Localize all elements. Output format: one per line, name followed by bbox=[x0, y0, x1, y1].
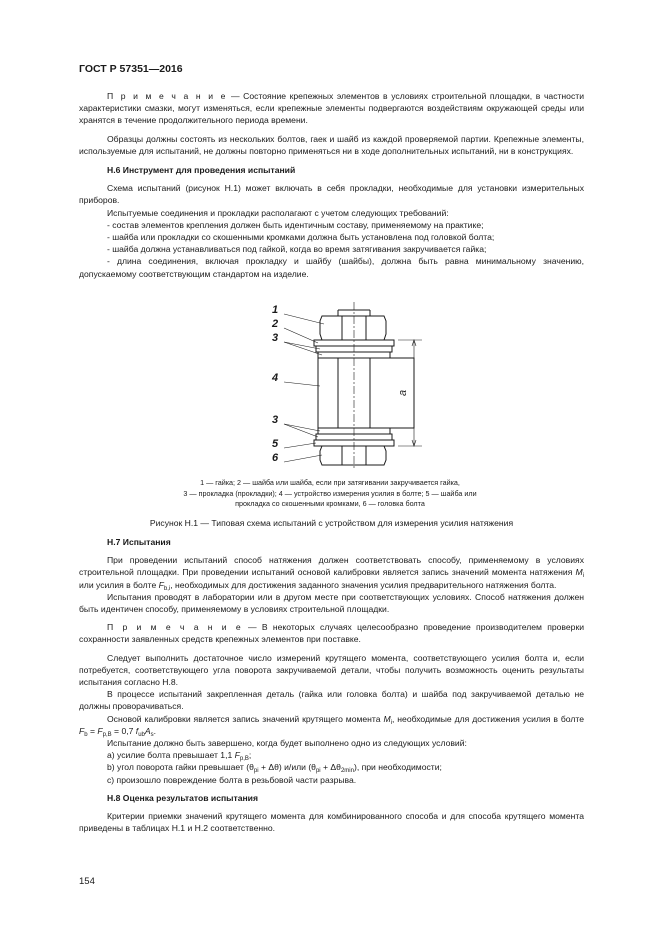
figure-label-4: 4 bbox=[272, 372, 279, 384]
h7-paragraph-4: В процессе испытаний закрепленная деталь (гайка или головка болта) и шайба под закручиваемой деталью не должны проворачиваться. bbox=[79, 689, 584, 712]
note-1 bbox=[79, 90, 584, 127]
condition-b: b) угол поворота гайки превышает $(\theta_{pi} + \Delta\theta)$ и/или $(\theta_{pi} + \Delta\theta_{2min})$, при необходимости; bbox=[107, 762, 442, 775]
legend-line-3: прокладка со скошенными кромками, 6 — головка болта bbox=[235, 499, 425, 508]
text-block-bottom bbox=[79, 536, 584, 834]
h6-paragraph-1: Схема испытаний (рисунок Н.1) может включать в себя прокладки, необходимые для установки измерительных приборов. bbox=[79, 183, 584, 206]
figure-label-6: 6 bbox=[272, 452, 279, 464]
h6-list-item: - длина соединения, включая прокладку и шайбу (шайбы), должна быть равна минимальному значению, допускаемому соответствующим стандартом на изделие. bbox=[79, 256, 584, 279]
legend-line-2: 3 — прокладка (прокладки); 4 — устройство измерения усилия в болте; 5 — шайба или bbox=[183, 488, 477, 498]
figure-label-3-top: 3 bbox=[272, 332, 279, 344]
note-label: П р и м е ч а н и е bbox=[107, 91, 228, 101]
h6-list-item: - состав элементов крепления должен быть идентичным составу, применяемому на практике; bbox=[107, 219, 484, 230]
h6-list-item: - шайба должна устанавливаться под гайкой, когда во время затягивания закручивается гайка; bbox=[107, 244, 487, 255]
document-header: ГОСТ Р 57351—2016 bbox=[79, 63, 183, 75]
h8-paragraph-1: Критерии приемки значений крутящего момента для комбинированного способа и для способа крутящего момента приведены в таблицах Н.1 и Н.2 соответственно. bbox=[79, 811, 584, 834]
bolt-test-diagram bbox=[262, 300, 432, 472]
condition-c: c) произошло повреждение болта в резьбовой части разрыва. bbox=[107, 774, 357, 785]
h7-paragraph-3: Следует выполнить достаточное число измерений крутящего момента, соответствующего усилия болта и, если потребуется, соответствующего угла поворота закручиваемой детали, чтобы получить возможность оценить результаты испытания согласно Н.8. bbox=[79, 652, 584, 688]
h6-paragraph-2: Испытуемые соединения и прокладки располагают с учетом следующих требований: bbox=[107, 207, 449, 218]
dimension-label-a: a bbox=[397, 389, 409, 396]
figure-legend bbox=[110, 478, 550, 510]
figure-title: Рисунок Н.1 — Типовая схема испытаний с устройством для измерения усилия натяжения bbox=[149, 518, 514, 528]
h7-paragraph-2: Испытания проводят в лаборатории или в другом месте при соответствующих условиях. Способ натяжения должен быть идентичен способу, применяемому в условиях строительной площадки. bbox=[79, 591, 584, 615]
figure-label-3-bottom: 3 bbox=[272, 414, 279, 426]
h7-note: П р и м е ч а н и е — В некоторых случаях целесообразно проведение производителем проверки сохранности заявленных средств крепежных элементов при поставке. bbox=[79, 622, 585, 645]
h7-paragraph-1: При проведении испытаний способ натяжения должен соответствовать способу, применяемому в условиях строительной площадки. При проведении испытаний основой калибровки является запись значений момента натяжения $M_i$ или усилия в болте $F_{b,i}$, необходимых для достижения заданного значения усилия предварительного натяжения болта. bbox=[79, 555, 584, 592]
h6-list-item: - шайба или прокладки со скошенными кромками должна быть установлена под головкой болта; bbox=[107, 232, 495, 243]
figure-label-5: 5 bbox=[272, 438, 279, 450]
text-block-top bbox=[79, 90, 584, 280]
page-number: 154 bbox=[79, 876, 95, 887]
h7-paragraph-5: Основой калибровки является запись значений крутящего момента $M_i$, необходимые для достижения усилия в болте $F_b = F_{p,B} = 0,7$ $f_{ub}A_s$. bbox=[79, 713, 584, 738]
condition-a: a) усилие болта превышает 1,1 $F_{p,B}$; bbox=[107, 750, 252, 763]
section-h7-title: Н.7 Испытания bbox=[107, 537, 171, 547]
note-text: — Состояние крепежных элементов в условиях строительной площадки, в частности характеристики смазки, могут изменяться, если крепежные элементы подвергаются воздействиям окружающей среды или хранятся в течение продолжительного периода времени. bbox=[79, 91, 584, 126]
legend-line-1: 1 — гайка; 2 — шайба или шайба, если при затягивании закручивается гайка, bbox=[200, 478, 460, 487]
section-h8-title: Н.8 Оценка результатов испытания bbox=[107, 792, 258, 803]
figure-label-2: 2 bbox=[272, 318, 279, 330]
h7-paragraph-6: Испытание должно быть завершено, когда будет выполнено одно из следующих условий: bbox=[107, 738, 467, 749]
section-h6-title: Н.6 Инструмент для проведения испытаний bbox=[107, 165, 296, 176]
figure-label-1: 1 bbox=[272, 304, 279, 316]
paragraph-samples: Образцы должны состоять из нескольких болтов, гаек и шайб из каждой проверяемой партии. Крепежные элементы, используемые для испытаний, не должны повторно применяться ни в ходе дополнительных испытаний, ни в конструкциях. bbox=[79, 133, 584, 156]
